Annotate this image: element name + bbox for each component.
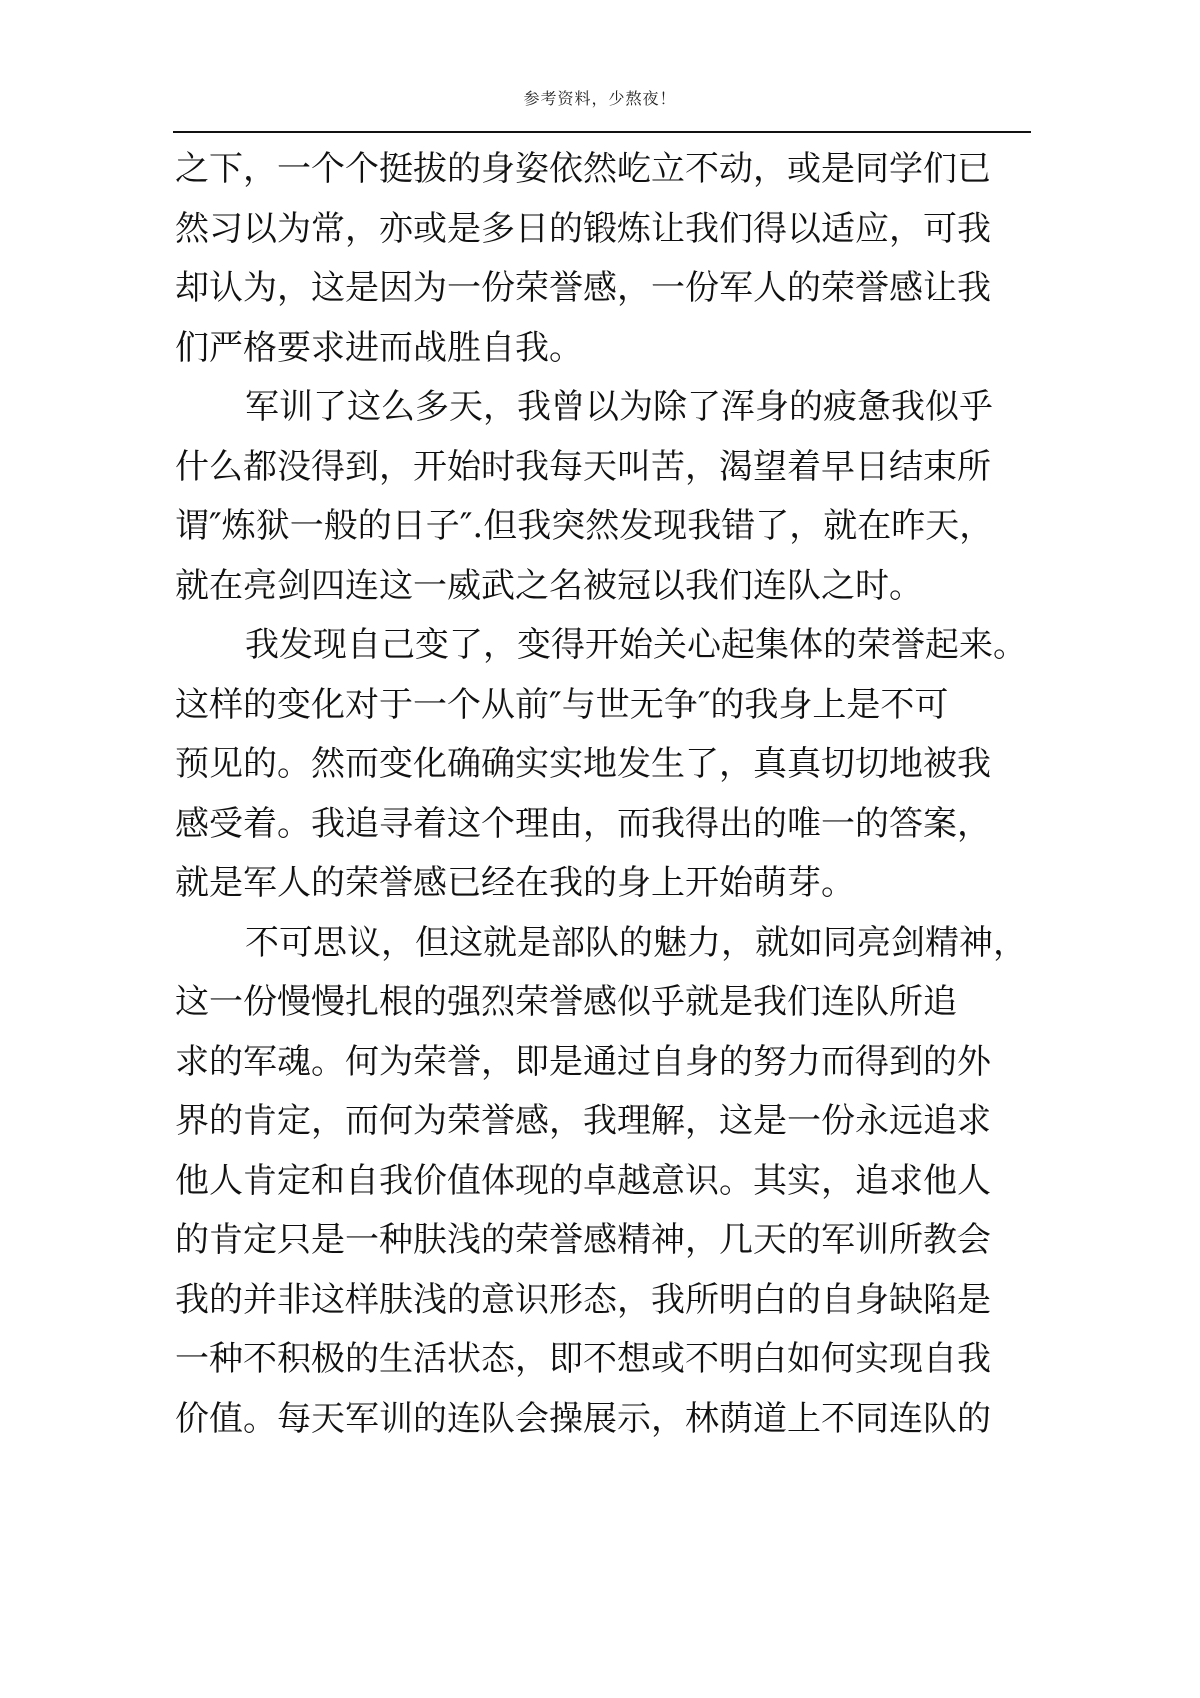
text-line: 们严格要求进而战胜自我。 — [175, 327, 583, 368]
paragraph-start-line: 不可思议，但这就是部队的魅力，就如同亮剑精神， — [245, 922, 1027, 963]
text-line: 预见的。然而变化确确实实地发生了，真真切切地被我 — [175, 744, 991, 784]
text-line: 就是军人的荣誉感已经在我的身上开始萌芽。 — [175, 863, 855, 903]
paragraph-start-line: 军训了这么多天，我曾以为除了浑身的疲惫我似乎 — [245, 387, 993, 427]
text-line: 然习以为常，亦或是多日的锻炼让我们得以适应，可我 — [175, 208, 991, 249]
text-line: 求的军魂。何为荣誉，即是通过自身的努力而得到的外 — [175, 1041, 991, 1082]
text-line: 界的肯定，而何为荣誉感，我理解，这是一份永远追求 — [175, 1101, 991, 1141]
text-line: 我的并非这样肤浅的意识形态，我所明白的自身缺陷是 — [175, 1279, 991, 1320]
text-line: 谓″炼狱一般的日子″.但我突然发现我错了，就在昨天， — [175, 506, 994, 546]
text-line: 什么都没得到，开始时我每天叫苦，渴望着早日结束所 — [175, 446, 991, 487]
text-line: 就在亮剑四连这一威武之名被冠以我们连队之时。 — [175, 565, 923, 606]
text-line: 一种不积极的生活状态，即不想或不明白如何实现自我 — [175, 1339, 991, 1379]
page-header: 参考资料，少熬夜！ — [523, 89, 677, 108]
header-divider — [173, 131, 1031, 133]
text-line: 的肯定只是一种肤浅的荣誉感精神，几天的军训所教会 — [175, 1220, 991, 1260]
body-text — [175, 140, 1055, 1449]
text-line: 他人肯定和自我价值体现的卓越意识。其实，追求他人 — [175, 1160, 991, 1201]
text-line: 价值。每天军训的连队会操展示，林荫道上不同连队的 — [175, 1398, 991, 1439]
text-line: 之下，一个个挺拔的身姿依然屹立不动，或是同学们已 — [175, 149, 991, 189]
text-line: 却认为，这是因为一份荣誉感，一份军人的荣誉感让我 — [175, 268, 991, 308]
paragraph-start-line: 我发现自己变了，变得开始关心起集体的荣誉起来。 — [245, 625, 1027, 665]
text-line: 这样的变化对于一个从前″与世无争″的我身上是不可 — [175, 684, 949, 725]
text-line: 这一份慢慢扎根的强烈荣誉感似乎就是我们连队所追 — [175, 982, 957, 1022]
text-line: 感受着。我追寻着这个理由，而我得出的唯一的答案， — [175, 803, 991, 844]
